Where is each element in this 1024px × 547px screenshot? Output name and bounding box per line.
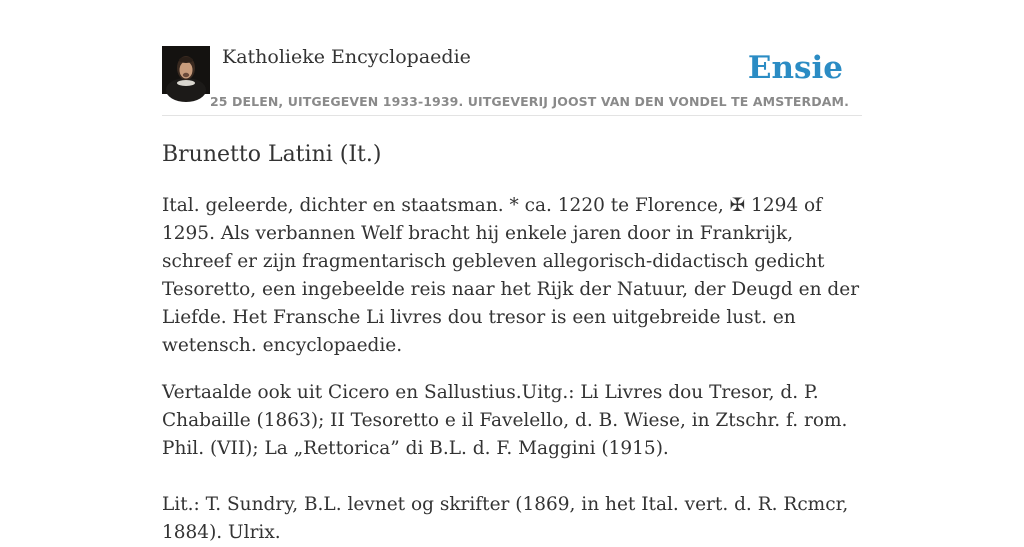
entry-paragraph-biography: Ital. geleerde, dichter en staatsman. * ca. 1220 te Florence, ✠ 1294 of 1295. Als verbannen Welf bracht hij enkele jaren door in Frankrijk, schreef er zijn fragmentarisch gebleven allegorisch-didactisch gedicht Tesoretto, een ingebeelde reis naar het Rijk der Natuur, der Deugd en der Liefde. Het Fransche Li livres dou tresor is een uitgebreide lust. en wetensch. encyclopaedie. — [162, 195, 860, 356]
article-content — [162, 139, 862, 547]
brand-logo-link[interactable]: Ensie — [747, 50, 843, 86]
publication-subtitle: 25 DELEN, UITGEGEVEN 1933-1939. UITGEVERIJ JOOST VAN DEN VONDEL TE AMSTERDAM. — [210, 94, 849, 109]
site-header — [162, 0, 862, 116]
site-title-link[interactable]: Katholieke Encyclopaedie — [222, 46, 471, 68]
portrait-icon — [162, 46, 210, 94]
entry-title: Brunetto Latini (It.) — [162, 142, 382, 167]
portrait-avatar[interactable] — [162, 46, 210, 94]
entry-paragraph-editions: Vertaalde ook uit Cicero en Sallustius.Uitg.: Li Livres dou Tresor, d. P. Chabaille (1863); II Tesoretto e il Favelello, d. B. Wiese, in Ztschr. f. rom. Phil. (VII); La „Rettorica” di B.L. d. F. Maggini (1915). — [162, 382, 848, 459]
entry-paragraph-literature: Lit.: T. Sundry, B.L. levnet og skrifter (1869, in het Ital. vert. d. R. Rcmcr, 1884). Ulrix. — [162, 494, 849, 543]
